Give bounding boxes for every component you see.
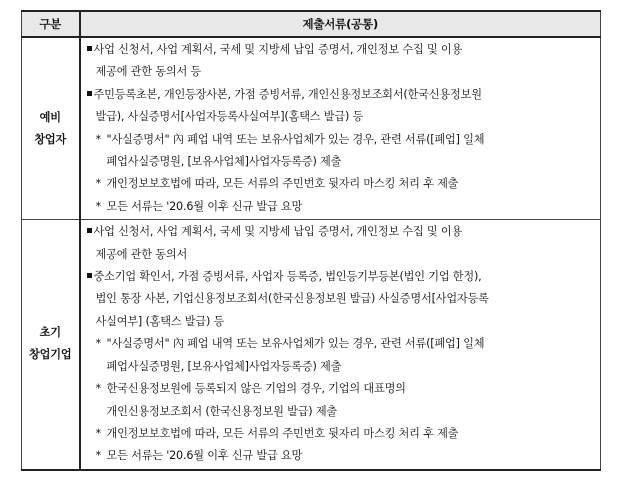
category-cell: [22, 37, 80, 220]
bullet-item: [87, 84, 595, 129]
item-text: 사업 신청서, 사업 계획서, 국세 및 지방세 납입 증명서, 개인정보 수집 및 이용: [93, 43, 463, 56]
table-row: [22, 37, 601, 220]
note-item: [87, 378, 595, 423]
item-line: [96, 445, 595, 467]
note-item: [87, 196, 595, 218]
item-line: [96, 401, 595, 423]
item-line: [96, 356, 595, 378]
item-line: [87, 244, 595, 266]
square-bullet-icon: [87, 228, 92, 233]
item-text: 제공에 관한 동의서 등: [95, 65, 202, 79]
asterisk-mark: *: [95, 132, 101, 146]
item-line: [96, 151, 595, 173]
required-documents-table: [21, 10, 601, 471]
item-line: [96, 196, 595, 218]
item-text: 폐업사실증명원, [보유사업체]사업자등록증) 제출: [106, 155, 342, 169]
item-line: [87, 61, 595, 83]
category-label: 초기: [39, 326, 61, 340]
item-text: "사실증명서" 內 폐업 내역 또는 보유사업체가 있는 경우, 관련 서류([폐업] 일체: [106, 132, 485, 146]
item-text: 법인 통장 사본, 기업신용정보조회서(한국신용정보원 발급) 사실증명서[사업자등록: [95, 292, 489, 306]
asterisk-mark: *: [95, 177, 101, 191]
header-category: 구분: [22, 11, 80, 37]
item-line: [87, 106, 595, 128]
item-text: 개인신용정보조회서 (한국신용정보원 발급) 제출: [106, 404, 338, 418]
item-line: [96, 173, 595, 195]
header-documents: 제출서류(공통): [80, 11, 601, 37]
bullet-item: [87, 266, 595, 333]
item-text: 주민등록초본, 개인등장사본, 가점 증빙서류, 개인신용정보조회서(한국신용정보원: [93, 87, 482, 101]
asterisk-mark: *: [95, 449, 101, 463]
item-line: [87, 84, 595, 106]
item-line: [96, 333, 595, 355]
asterisk-mark: *: [95, 426, 101, 440]
item-text: 개인정보보호법에 따라, 모든 서류의 주민번호 뒷자리 마스킹 처리 후 제출: [106, 177, 459, 191]
item-text: 모든 서류는 '20.6월 이후 신규 발급 요망: [106, 449, 303, 463]
item-line: [96, 423, 595, 445]
square-bullet-icon: [87, 46, 92, 51]
item-line: [87, 221, 595, 243]
asterisk-mark: *: [95, 337, 101, 351]
category-label: 예비: [39, 110, 61, 124]
item-line: [87, 39, 595, 61]
category-label: 창업기업: [29, 348, 72, 362]
item-text: 개인정보보호법에 따라, 모든 서류의 주민번호 뒷자리 마스킹 처리 후 제출: [106, 426, 459, 440]
item-text: 폐업사실증명원, [보유사업체]사업자등록증) 제출: [106, 359, 342, 373]
item-line: [87, 311, 595, 333]
bullet-item: [87, 39, 595, 84]
item-text: 한국신용정보원에 등록되지 않은 기업의 경우, 기업의 대표명의: [106, 382, 406, 396]
note-item: [87, 423, 595, 445]
item-text: 사실여부] (홈택스 발급) 등: [95, 314, 225, 328]
table-row: [22, 220, 601, 470]
item-text: 발급), 사실증명서[사업자등록사실여부](홈택스 발급) 등: [95, 110, 364, 124]
item-text: 모든 서류는 '20.6월 이후 신규 발급 요망: [106, 199, 303, 213]
item-line: [87, 266, 595, 288]
bullet-item: [87, 221, 595, 266]
item-text: "사실증명서" 內 폐업 내역 또는 보유사업체가 있는 경우, 관련 서류([폐업] 일체: [106, 337, 485, 351]
square-bullet-icon: [87, 91, 92, 96]
item-line: [96, 129, 595, 151]
documents-cell: [80, 220, 601, 470]
item-line: [87, 288, 595, 310]
square-bullet-icon: [87, 273, 92, 278]
table-body: [22, 37, 601, 470]
note-item: [87, 173, 595, 195]
asterisk-mark: *: [95, 199, 101, 213]
asterisk-mark: *: [95, 382, 101, 396]
documents-cell: [80, 37, 601, 220]
item-line: [96, 378, 595, 400]
category-cell: [22, 220, 80, 470]
item-text: 사업 신청서, 사업 계획서, 국세 및 지방세 납입 증명서, 개인정보 수집 및 이용: [93, 225, 463, 239]
note-item: [87, 129, 595, 174]
note-item: [87, 445, 595, 467]
note-item: [87, 333, 595, 378]
item-text: 중소기업 확인서, 가점 증빙서류, 사업자 등록증, 법인등기부등본(법인 기업 한정),: [93, 270, 482, 284]
item-text: 제공에 관한 동의서: [95, 247, 188, 261]
table-header-row: [22, 11, 601, 37]
category-label: 창업자: [34, 132, 67, 146]
